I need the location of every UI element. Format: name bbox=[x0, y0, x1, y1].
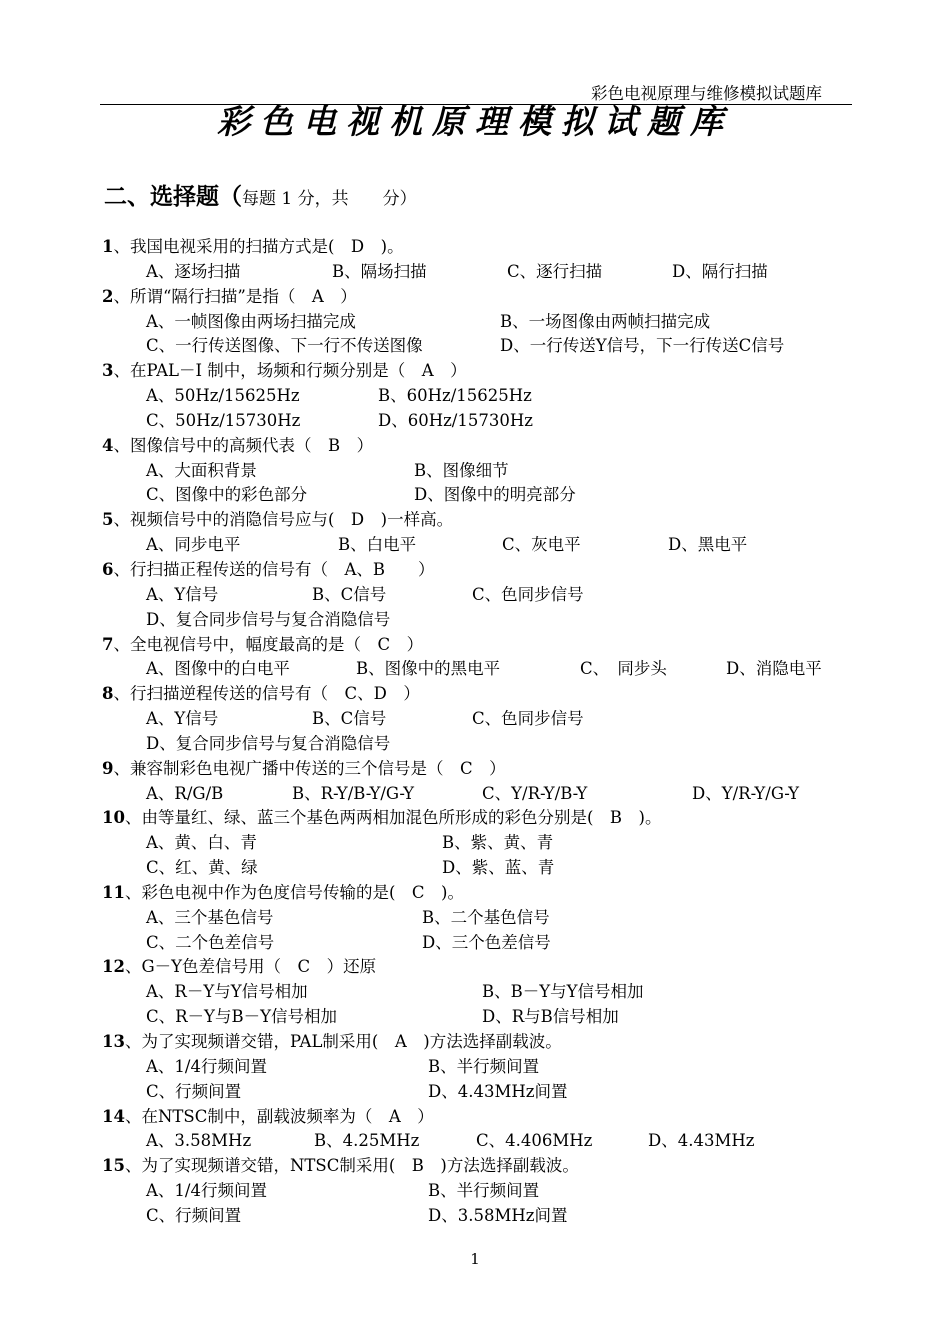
option-row bbox=[102, 483, 862, 508]
answer-option: C、4.406MHz bbox=[476, 1131, 593, 1151]
option-row bbox=[102, 906, 862, 931]
answer-option: A、大面积背景 bbox=[146, 460, 257, 480]
answer-option: A、3.58MHz bbox=[146, 1131, 252, 1151]
answer-option: C、色同步信号 bbox=[472, 584, 584, 604]
answer-option: B、二个基色信号 bbox=[422, 907, 550, 927]
question-number: 15 bbox=[102, 1156, 125, 1176]
answer-option: B、图像细节 bbox=[414, 460, 509, 480]
option-row bbox=[102, 1129, 862, 1154]
answer-option: B、一场图像由两帧扫描完成 bbox=[500, 311, 711, 331]
option-row bbox=[102, 384, 862, 409]
answer-option: A、1/4行频间置 bbox=[146, 1181, 267, 1201]
answer-option: D、图像中的明亮部分 bbox=[414, 485, 576, 505]
question-stem bbox=[102, 235, 862, 260]
option-row bbox=[102, 459, 862, 484]
question-number: 11 bbox=[102, 882, 125, 902]
option-row bbox=[102, 1005, 862, 1030]
answer-option: D、3.58MHz间置 bbox=[428, 1205, 568, 1225]
answer-option: B、图像中的黑电平 bbox=[356, 659, 501, 679]
question-number: 13 bbox=[102, 1032, 125, 1051]
answer-option: C、50Hz/15730Hz bbox=[146, 410, 301, 430]
question-number: 7 bbox=[102, 634, 114, 654]
option-row bbox=[102, 980, 862, 1005]
question-stem bbox=[102, 955, 862, 980]
option-row bbox=[102, 782, 862, 807]
answer-option: B、隔场扫描 bbox=[332, 261, 427, 281]
question-stem bbox=[102, 806, 862, 831]
answer-option: B、半行频间置 bbox=[428, 1181, 540, 1201]
answer-option: D、60Hz/15730Hz bbox=[378, 410, 533, 430]
answer-option: A、一帧图像由两场扫描完成 bbox=[146, 311, 356, 331]
answer-option: A、Y信号 bbox=[146, 584, 219, 604]
answer-option: C、Y/R-Y/B-Y bbox=[482, 783, 588, 803]
question-stem bbox=[102, 881, 862, 906]
question-stem bbox=[102, 434, 862, 459]
answer-option: C、红、黄、绿 bbox=[146, 858, 258, 878]
question-text: 、所谓“隔行扫描”是指（ A ） bbox=[113, 286, 357, 306]
question-stem bbox=[102, 757, 862, 782]
question-text: 、G－Y色差信号用（ C ）还原 bbox=[124, 957, 377, 977]
question-stem bbox=[102, 633, 862, 658]
option-row bbox=[102, 1179, 862, 1204]
question-list bbox=[102, 235, 862, 1229]
option-row bbox=[102, 831, 862, 856]
answer-option: D、隔行扫描 bbox=[672, 261, 768, 281]
question-text: 、行扫描逆程传送的信号有（ C、D ） bbox=[113, 684, 420, 704]
question-number: 8 bbox=[102, 684, 114, 704]
question-stem bbox=[102, 1105, 862, 1130]
answer-option: D、三个色差信号 bbox=[422, 932, 551, 952]
answer-option: A、三个基色信号 bbox=[146, 907, 274, 927]
answer-option: A、图像中的白电平 bbox=[146, 659, 290, 679]
question-number: 9 bbox=[102, 758, 114, 778]
answer-option: C、一行传送图像、下一行不传送图像 bbox=[146, 336, 423, 356]
answer-option: B、白电平 bbox=[338, 535, 417, 555]
answer-option: B、半行频间置 bbox=[428, 1056, 540, 1076]
option-row bbox=[102, 1055, 862, 1080]
question-stem bbox=[102, 1030, 862, 1055]
answer-option: A、逐场扫描 bbox=[146, 261, 241, 281]
answer-option: D、消隐电平 bbox=[726, 659, 822, 679]
question-number: 2 bbox=[102, 286, 114, 306]
question-stem bbox=[102, 558, 862, 583]
answer-option: A、R－Y与Y信号相加 bbox=[146, 982, 308, 1002]
option-row bbox=[102, 856, 862, 881]
question-text: 、行扫描正程传送的信号有（ A、B ） bbox=[113, 559, 435, 579]
question-number: 14 bbox=[102, 1106, 125, 1126]
question-stem bbox=[102, 285, 862, 310]
running-header: 彩色电视原理与维修模拟试题库 bbox=[591, 84, 822, 103]
answer-option: A、Y信号 bbox=[146, 709, 219, 729]
document-title: 彩色电视机原理模拟试题库 bbox=[217, 102, 733, 141]
answer-option: C、二个色差信号 bbox=[146, 932, 275, 952]
option-row bbox=[102, 260, 862, 285]
answer-option: D、4.43MHz bbox=[648, 1131, 755, 1151]
answer-option: B、C信号 bbox=[312, 709, 387, 729]
option-row bbox=[102, 931, 862, 956]
option-row bbox=[102, 310, 862, 335]
question-text: 、由等量红、绿、蓝三个基色两两相加混色所形成的彩色分别是( B )。 bbox=[124, 808, 662, 828]
question-number: 3 bbox=[102, 361, 114, 381]
answer-option: C、 同步头 bbox=[580, 659, 667, 679]
option-row bbox=[102, 732, 862, 757]
answer-option: C、行频间置 bbox=[146, 1081, 242, 1101]
answer-option: A、50Hz/15625Hz bbox=[146, 386, 300, 406]
answer-option: B、60Hz/15625Hz bbox=[378, 386, 532, 406]
question-number: 1 bbox=[102, 237, 114, 256]
answer-option: D、R与B信号相加 bbox=[482, 1007, 619, 1027]
page-number: 1 bbox=[470, 1250, 480, 1268]
question-text: 、全电视信号中，幅度最高的是（ C ） bbox=[113, 634, 424, 654]
answer-option: C、图像中的彩色部分 bbox=[146, 485, 308, 505]
answer-option: A、R/G/B bbox=[146, 783, 224, 803]
option-row bbox=[102, 334, 862, 359]
answer-option: C、灰电平 bbox=[502, 535, 581, 555]
answer-option: C、R－Y与B－Y信号相加 bbox=[146, 1007, 337, 1027]
question-stem bbox=[102, 682, 862, 707]
answer-option: C、行频间置 bbox=[146, 1205, 242, 1225]
answer-option: D、紫、蓝、青 bbox=[442, 858, 555, 878]
option-row bbox=[102, 1204, 862, 1229]
answer-option: C、逐行扫描 bbox=[507, 261, 603, 281]
answer-option: D、黑电平 bbox=[668, 535, 748, 555]
question-text: 、视频信号中的消隐信号应与( D )一样高。 bbox=[113, 510, 454, 530]
answer-option: B、C信号 bbox=[312, 584, 387, 604]
question-stem bbox=[102, 508, 862, 533]
question-text: 、兼容制彩色电视广播中传送的三个信号是（ C ） bbox=[113, 758, 506, 778]
answer-option: A、同步电平 bbox=[146, 535, 241, 555]
option-row bbox=[102, 608, 862, 633]
answer-option: D、复合同步信号与复合消隐信号 bbox=[146, 609, 391, 629]
option-row bbox=[102, 657, 862, 682]
question-text: 、为了实现频谱交错，PAL制采用( A )方法选择副载波。 bbox=[124, 1032, 562, 1051]
question-number: 5 bbox=[102, 510, 114, 530]
question-number: 6 bbox=[102, 559, 114, 579]
question-text: 、我国电视采用的扫描方式是( D )。 bbox=[113, 237, 404, 256]
question-text: 、图像信号中的高频代表（ B ） bbox=[113, 435, 374, 455]
question-stem bbox=[102, 1154, 862, 1179]
option-row bbox=[102, 1080, 862, 1105]
answer-option: D、4.43MHz间置 bbox=[428, 1081, 568, 1101]
section-heading-label: 二、选择题（ bbox=[104, 183, 242, 210]
answer-option: B、B－Y与Y信号相加 bbox=[482, 982, 644, 1002]
question-number: 4 bbox=[102, 435, 114, 455]
answer-option: D、Y/R-Y/G-Y bbox=[692, 783, 799, 803]
question-text: 、彩色电视中作为色度信号传输的是( C )。 bbox=[124, 882, 464, 902]
question-text: 、在NTSC制中，副载波频率为（ A ） bbox=[124, 1106, 434, 1126]
option-row bbox=[102, 533, 862, 558]
question-text: 、在PAL－I 制中，场频和行频分别是（ A ） bbox=[113, 361, 467, 381]
option-row bbox=[102, 409, 862, 434]
answer-option: A、1/4行频间置 bbox=[146, 1056, 267, 1076]
question-stem bbox=[102, 359, 862, 384]
answer-option: C、色同步信号 bbox=[472, 709, 584, 729]
question-number: 10 bbox=[102, 808, 125, 828]
question-number: 12 bbox=[102, 957, 125, 977]
question-text: 、为了实现频谱交错，NTSC制采用( B )方法选择副载波。 bbox=[124, 1156, 579, 1176]
option-row bbox=[102, 707, 862, 732]
section-heading-note: 每题 1 分，共 分） bbox=[242, 189, 417, 209]
option-row bbox=[102, 583, 862, 608]
section-heading bbox=[104, 178, 417, 211]
answer-option: D、一行传送Y信号，下一行传送C信号 bbox=[500, 336, 785, 356]
answer-option: B、紫、黄、青 bbox=[442, 833, 554, 853]
answer-option: B、4.25MHz bbox=[314, 1131, 420, 1151]
answer-option: D、复合同步信号与复合消隐信号 bbox=[146, 733, 391, 753]
answer-option: B、R-Y/B-Y/G-Y bbox=[292, 783, 415, 803]
answer-option: A、黄、白、青 bbox=[146, 833, 257, 853]
